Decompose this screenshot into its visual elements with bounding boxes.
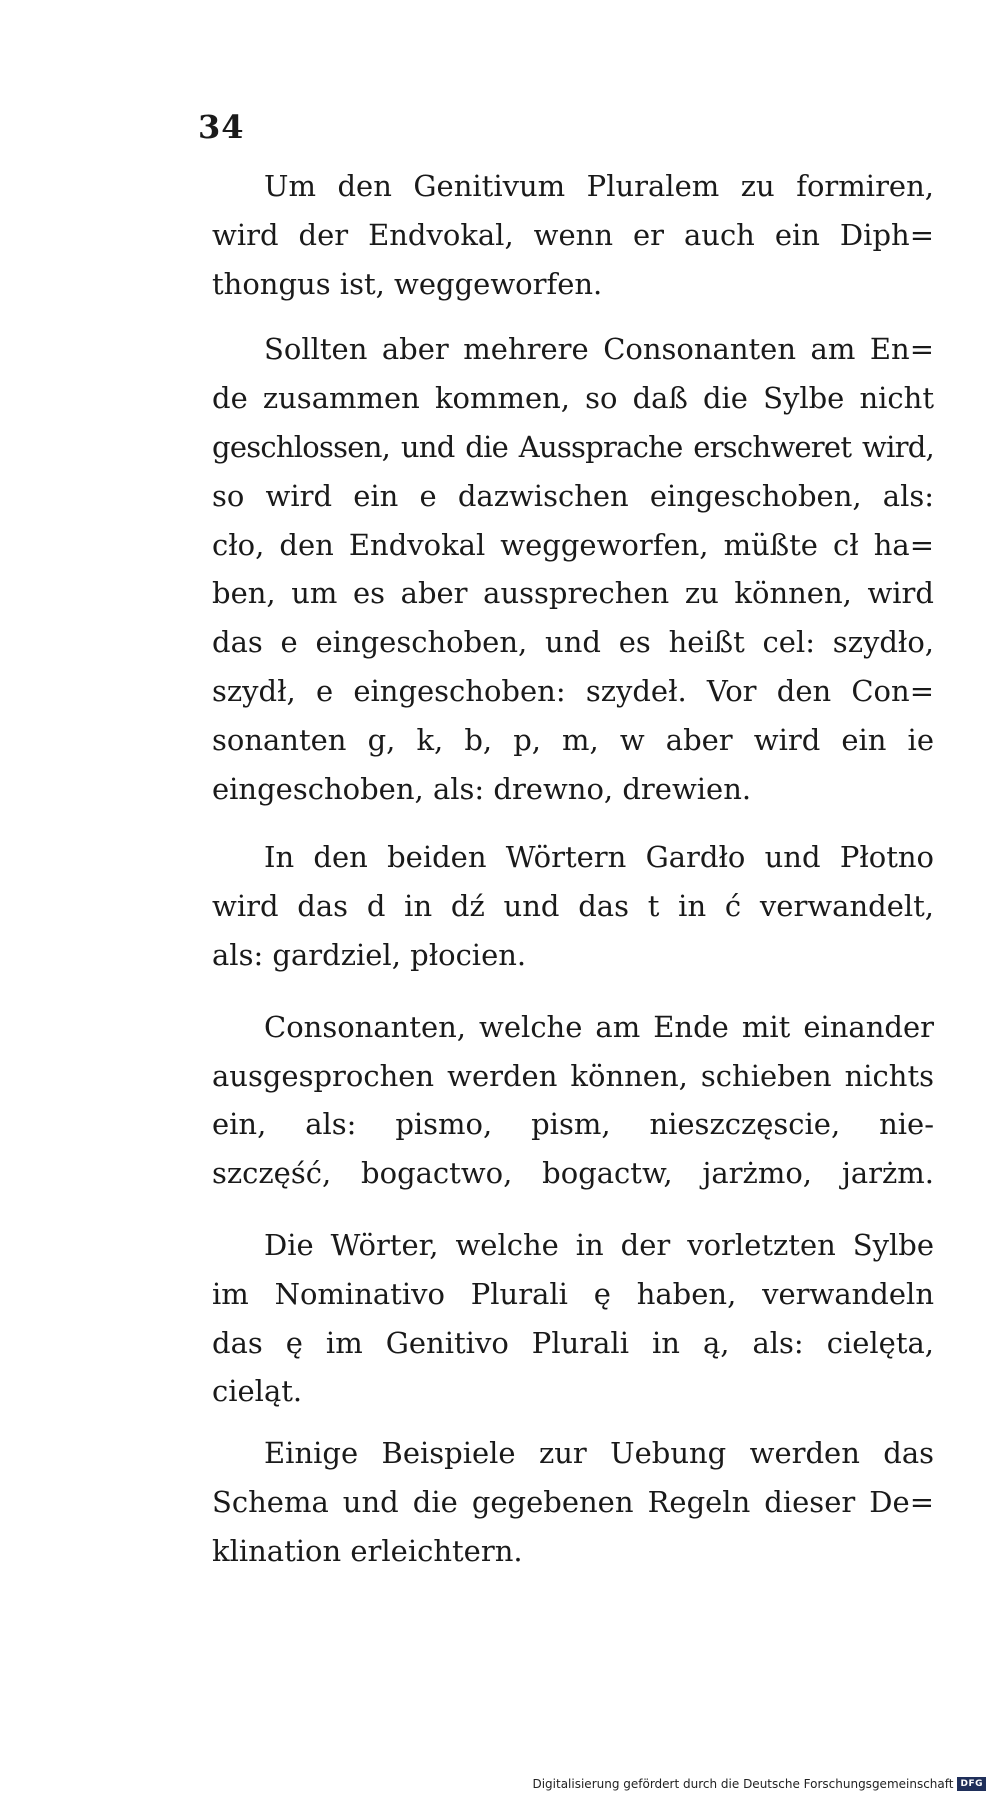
text-line: Um den Genitivum Pluralem zu formiren, (264, 169, 934, 203)
text-line: szczęść, bogactwo, bogactw, jarżmo, jarżm. (212, 1156, 934, 1191)
text-line: ausgesprochen werden können, schieben nichts (212, 1058, 934, 1093)
credit-text: Digitalisierung gefördert durch die Deutsche Forschungsgemeinschaft (532, 1777, 954, 1791)
text-line: de zusammen kommen, so daß die Sylbe nicht (212, 381, 934, 416)
text-line: so wird ein e dazwischen eingeschoben, als: (212, 478, 934, 513)
text-line: ein, als: pismo, pism, nieszczęscie, nie- (212, 1107, 934, 1142)
text-line: im Nominativo Plurali ę haben, verwandeln (212, 1276, 934, 1311)
paragraph-gardlo-plotno (212, 833, 934, 979)
text-line: In den beiden Wörtern Gardło und Płotno (264, 840, 934, 875)
digitization-credit (532, 1777, 986, 1791)
paragraph-consonant-cluster (212, 325, 934, 813)
text-line: Consonanten, welche am Ende mit einander (264, 1009, 934, 1044)
text-line: thongus ist, weggeworfen. (212, 266, 603, 301)
text-line: das ę im Genitivo Plurali in ą, als: cielęta, (212, 1325, 934, 1360)
paragraph-nasal-vowel (212, 1221, 934, 1416)
text-line: wird der Endvokal, wenn er auch ein Diph= (212, 217, 934, 252)
text-line: geschlossen, und die Aussprache erschweret wird, (212, 429, 934, 464)
text-line: wird das d in dź und das t in ć verwandelt, (212, 889, 934, 924)
text-line: cieląt. (212, 1374, 303, 1409)
paragraph-genitive-plural (212, 162, 934, 308)
text-line: sonanten g, k, b, p, m, w aber wird ein ie (212, 722, 934, 757)
text-line: als: gardziel, płocien. (212, 937, 527, 972)
page-number: 34 (198, 108, 245, 146)
text-line: eingeschoben, als: drewno, drewien. (212, 771, 752, 806)
text-line: Die Wörter, welche in der vorletzten Sylbe (264, 1227, 934, 1262)
paragraph-examples (212, 1429, 934, 1575)
text-line: Einige Beispiele zur Uebung werden das (264, 1436, 934, 1471)
text-line: das e eingeschoben, und es heißt cel: szydło, (212, 625, 934, 660)
text-line: Schema und die gegebenen Regeln dieser De= (212, 1484, 934, 1519)
text-line: szydł, e eingeschoben: szydeł. Vor den Con= (212, 673, 934, 708)
dfg-logo: DFG (957, 1777, 986, 1791)
text-line: ben, um es aber aussprechen zu können, wird (212, 576, 934, 611)
paragraph-consonants-together (212, 1003, 934, 1198)
text-line: Sollten aber mehrere Consonanten am En= (264, 332, 934, 367)
text-line: cło, den Endvokal weggeworfen, müßte cł ha= (212, 527, 934, 562)
body-text (212, 162, 934, 1576)
text-line: klination erleichtern. (212, 1533, 523, 1568)
